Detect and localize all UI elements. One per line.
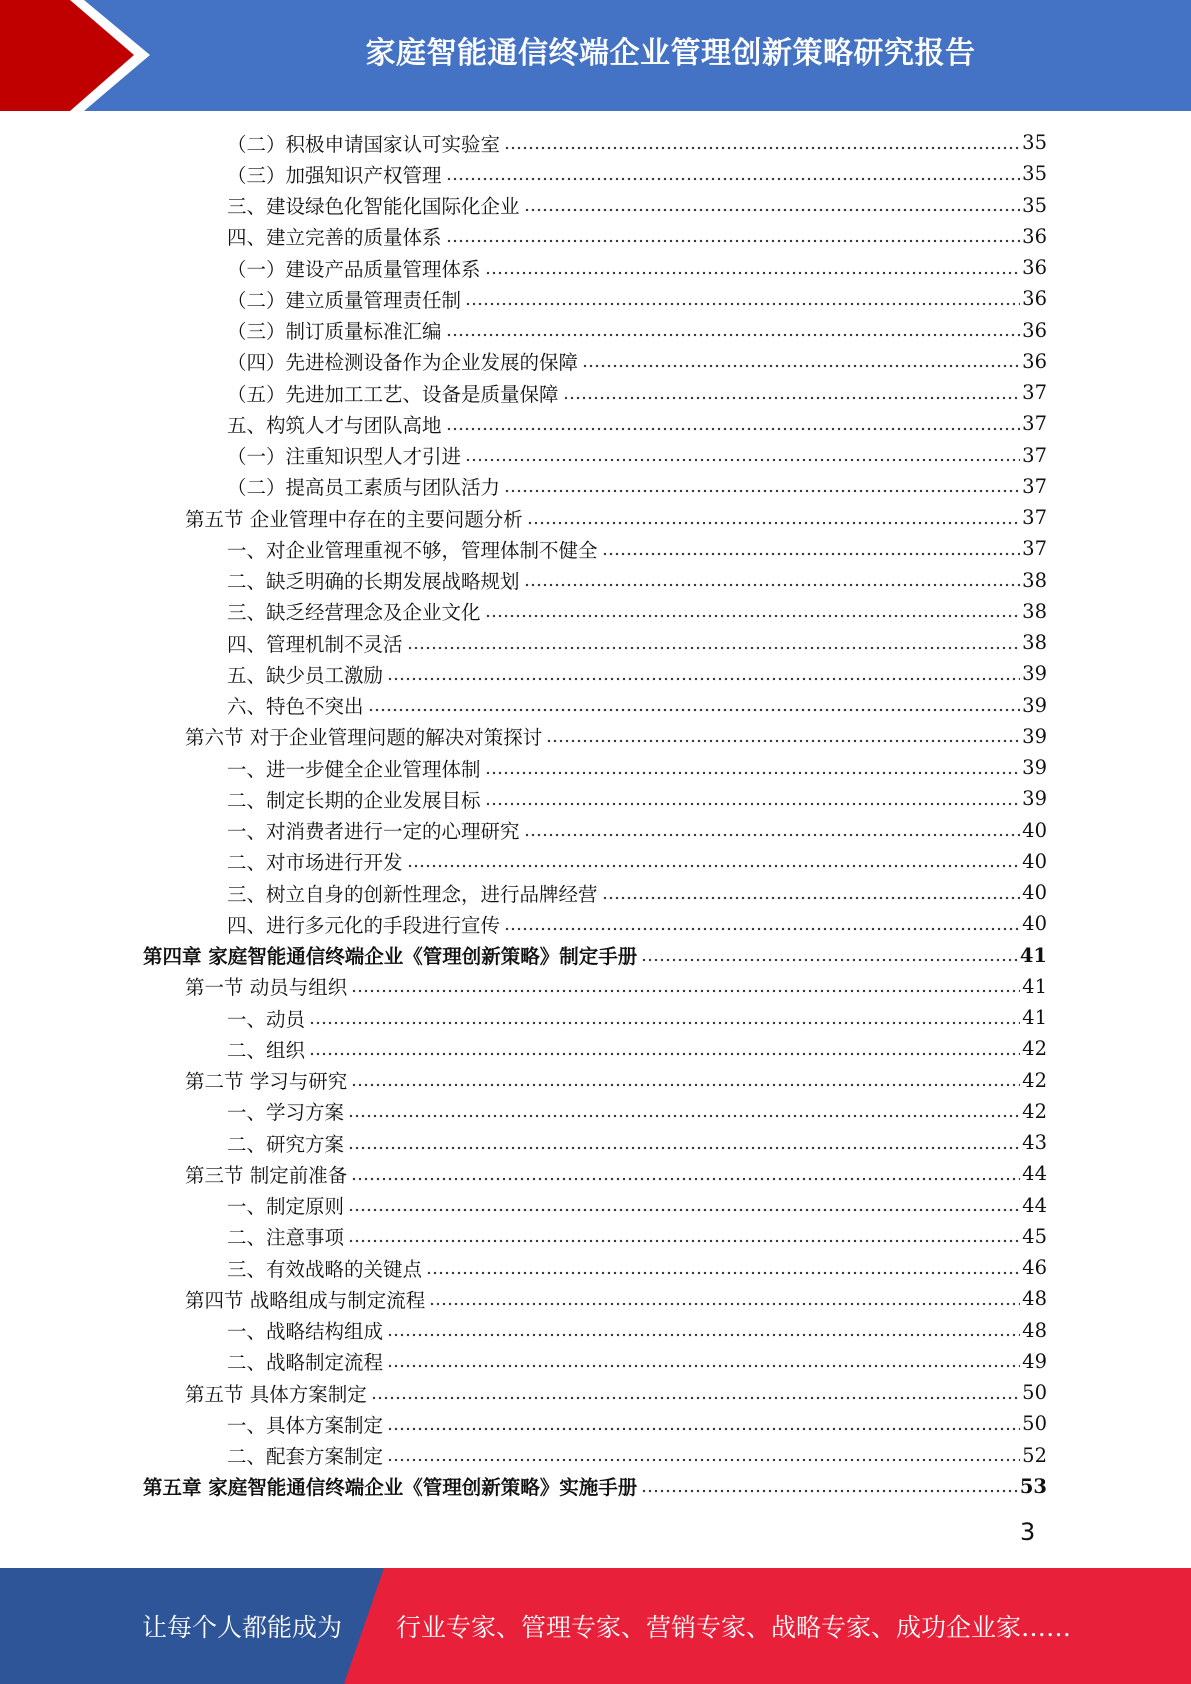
toc-entry-page: 37 bbox=[1022, 381, 1047, 405]
toc-entry-page: 48 bbox=[1022, 1287, 1047, 1311]
toc-entry-page: 36 bbox=[1022, 256, 1047, 280]
toc-entry[interactable] bbox=[0, 1283, 1191, 1314]
toc-entry-label: 第四节 战略组成与制定流程 bbox=[185, 1288, 426, 1312]
toc-entry-page: 50 bbox=[1022, 1381, 1047, 1405]
toc-entry-page: 35 bbox=[1022, 162, 1047, 186]
toc-entry-label: （二）提高员工素质与团队活力 bbox=[227, 476, 501, 500]
toc-entry-page: 39 bbox=[1022, 756, 1047, 780]
toc-entry-label: 三、缺乏经营理念及企业文化 bbox=[227, 601, 481, 625]
toc-entry-label: 三、树立自身的创新性理念，进行品牌经营 bbox=[227, 882, 598, 906]
toc-dot-leader bbox=[485, 801, 1021, 807]
toc-entry[interactable] bbox=[0, 283, 1191, 314]
toc-dot-leader bbox=[351, 1082, 1020, 1088]
toc-entry[interactable] bbox=[0, 1033, 1191, 1064]
toc-entry-page: 42 bbox=[1022, 1068, 1047, 1092]
toc-entry-label: 二、配套方案制定 bbox=[227, 1445, 384, 1469]
toc-entry-page: 45 bbox=[1022, 1224, 1047, 1248]
toc-dot-leader bbox=[351, 988, 1020, 994]
toc-dot-leader bbox=[348, 1238, 1020, 1244]
toc-dot-leader bbox=[387, 1426, 1020, 1432]
toc-entry-page: 37 bbox=[1022, 474, 1047, 498]
toc-entry-label: 二、对市场进行开发 bbox=[227, 851, 403, 875]
toc-entry-label: 一、对企业管理重视不够，管理体制不健全 bbox=[227, 538, 598, 562]
toc-dot-leader bbox=[309, 1020, 1020, 1026]
toc-dot-leader bbox=[387, 676, 1020, 682]
toc-entry-page: 43 bbox=[1022, 1131, 1047, 1155]
toc-entry[interactable] bbox=[0, 190, 1191, 221]
toc-entry[interactable] bbox=[0, 315, 1191, 346]
toc-entry-label: 二、注意事项 bbox=[227, 1226, 345, 1250]
toc-entry[interactable] bbox=[0, 877, 1191, 908]
toc-entry[interactable] bbox=[0, 127, 1191, 158]
toc-entry[interactable] bbox=[0, 346, 1191, 377]
footer-slogan-left: 让每个人都能成为 bbox=[142, 1613, 343, 1642]
toc-entry[interactable] bbox=[0, 783, 1191, 814]
toc-entry[interactable] bbox=[0, 471, 1191, 502]
toc-dot-leader bbox=[504, 926, 1020, 932]
toc-entry-page: 42 bbox=[1022, 1037, 1047, 1061]
toc-entry-label: （三）加强知识产权管理 bbox=[227, 163, 442, 187]
toc-dot-leader bbox=[387, 1457, 1020, 1463]
table-of-contents bbox=[0, 127, 1191, 1502]
toc-dot-leader bbox=[546, 738, 1020, 744]
toc-dot-leader bbox=[446, 238, 1021, 244]
toc-entry-page: 35 bbox=[1022, 131, 1047, 155]
toc-entry[interactable] bbox=[0, 1158, 1191, 1189]
toc-entry[interactable] bbox=[0, 440, 1191, 471]
toc-entry-label: 第五节 企业管理中存在的主要问题分析 bbox=[185, 507, 523, 531]
toc-entry-page: 37 bbox=[1022, 537, 1047, 561]
toc-entry-label: 一、战略结构组成 bbox=[227, 1320, 384, 1344]
toc-entry-page: 39 bbox=[1022, 693, 1047, 717]
toc-entry[interactable] bbox=[0, 252, 1191, 283]
toc-entry-label: 五、构筑人才与团队高地 bbox=[227, 413, 442, 437]
toc-entry[interactable] bbox=[0, 533, 1191, 564]
toc-entry-page: 35 bbox=[1022, 193, 1047, 217]
toc-entry-label: 第三节 制定前准备 bbox=[185, 1163, 348, 1187]
toc-entry-label: （一）建设产品质量管理体系 bbox=[227, 257, 481, 281]
page-header-band bbox=[0, 0, 1191, 111]
toc-entry-page: 48 bbox=[1022, 1318, 1047, 1342]
toc-entry-page: 39 bbox=[1022, 724, 1047, 748]
toc-entry[interactable] bbox=[0, 627, 1191, 658]
toc-entry[interactable] bbox=[0, 408, 1191, 439]
toc-entry-page: 44 bbox=[1022, 1193, 1047, 1217]
toc-entry[interactable] bbox=[0, 1127, 1191, 1158]
toc-dot-leader bbox=[407, 645, 1021, 651]
document-title: 家庭智能通信终端企业管理创新策略研究报告 bbox=[365, 36, 976, 71]
toc-entry[interactable] bbox=[0, 1315, 1191, 1346]
toc-entry-label: 一、对消费者进行一定的心理研究 bbox=[227, 820, 520, 844]
toc-entry-page: 37 bbox=[1022, 412, 1047, 436]
toc-dot-leader bbox=[527, 520, 1020, 526]
toc-entry-label: 二、制定长期的企业发展目标 bbox=[227, 788, 481, 812]
toc-entry[interactable] bbox=[0, 721, 1191, 752]
toc-dot-leader bbox=[351, 1176, 1020, 1182]
toc-entry-label: 第四章 家庭智能通信终端企业《管理创新策略》制定手册 bbox=[143, 945, 638, 969]
toc-entry-label: 一、具体方案制定 bbox=[227, 1413, 384, 1437]
toc-entry[interactable] bbox=[0, 377, 1191, 408]
page-footer-band bbox=[0, 1568, 1191, 1684]
toc-entry[interactable] bbox=[0, 1471, 1191, 1502]
toc-entry[interactable] bbox=[0, 658, 1191, 689]
toc-entry[interactable] bbox=[0, 940, 1191, 971]
toc-dot-leader bbox=[465, 457, 1020, 463]
toc-dot-leader bbox=[485, 613, 1021, 619]
toc-entry-label: 二、研究方案 bbox=[227, 1132, 345, 1156]
toc-entry-label: （五）先进加工工艺、设备是质量保障 bbox=[227, 382, 559, 406]
toc-dot-leader bbox=[504, 145, 1020, 151]
toc-entry[interactable] bbox=[0, 1252, 1191, 1283]
toc-entry[interactable] bbox=[0, 752, 1191, 783]
toc-dot-leader bbox=[368, 707, 1021, 713]
toc-dot-leader bbox=[387, 1363, 1020, 1369]
toc-entry-label: 三、有效战略的关键点 bbox=[227, 1257, 423, 1281]
toc-dot-leader bbox=[446, 426, 1021, 432]
toc-dot-leader bbox=[602, 895, 1021, 901]
toc-dot-leader bbox=[641, 957, 1018, 963]
toc-dot-leader bbox=[524, 582, 1021, 588]
toc-dot-leader bbox=[387, 1332, 1020, 1338]
toc-entry-label: 二、缺乏明确的长期发展战略规划 bbox=[227, 570, 520, 594]
toc-entry-page: 37 bbox=[1022, 443, 1047, 467]
toc-entry-page: 38 bbox=[1022, 631, 1047, 655]
toc-entry-label: 第六节 对于企业管理问题的解决对策探讨 bbox=[185, 726, 543, 750]
toc-entry-page: 37 bbox=[1022, 506, 1047, 530]
toc-entry-page: 36 bbox=[1022, 318, 1047, 342]
toc-dot-leader bbox=[348, 1207, 1020, 1213]
toc-entry-label: 二、战略制定流程 bbox=[227, 1351, 384, 1375]
toc-dot-leader bbox=[563, 395, 1021, 401]
toc-dot-leader bbox=[524, 832, 1021, 838]
toc-entry-label: 一、进一步健全企业管理体制 bbox=[227, 757, 481, 781]
toc-entry-label: 四、进行多元化的手段进行宣传 bbox=[227, 913, 501, 937]
toc-entry[interactable] bbox=[0, 846, 1191, 877]
toc-entry[interactable] bbox=[0, 1408, 1191, 1439]
toc-entry-label: （四）先进检测设备作为企业发展的保障 bbox=[227, 351, 579, 375]
toc-entry-label: 二、组织 bbox=[227, 1038, 306, 1062]
toc-dot-leader bbox=[465, 301, 1020, 307]
toc-entry-page: 49 bbox=[1022, 1349, 1047, 1373]
toc-entry-page: 39 bbox=[1022, 662, 1047, 686]
toc-entry-page: 46 bbox=[1022, 1256, 1047, 1280]
toc-entry-label: 六、特色不突出 bbox=[227, 695, 364, 719]
toc-entry-label: 一、动员 bbox=[227, 1007, 306, 1031]
toc-entry-label: 四、建立完善的质量体系 bbox=[227, 226, 442, 250]
toc-dot-leader bbox=[504, 488, 1020, 494]
toc-dot-leader bbox=[602, 551, 1021, 557]
toc-entry[interactable] bbox=[0, 1440, 1191, 1471]
toc-dot-leader bbox=[446, 332, 1021, 338]
toc-entry-page: 36 bbox=[1022, 349, 1047, 373]
toc-entry-page: 40 bbox=[1022, 881, 1047, 905]
toc-dot-leader bbox=[641, 1488, 1018, 1494]
toc-dot-leader bbox=[485, 770, 1021, 776]
toc-entry-label: （二）积极申请国家认可实验室 bbox=[227, 132, 501, 156]
toc-entry[interactable] bbox=[0, 971, 1191, 1002]
toc-entry-label: 第五章 家庭智能通信终端企业《管理创新策略》实施手册 bbox=[143, 1476, 638, 1500]
toc-entry[interactable] bbox=[0, 565, 1191, 596]
toc-entry-label: 三、建设绿色化智能化国际化企业 bbox=[227, 195, 520, 219]
toc-entry-page: 39 bbox=[1022, 787, 1047, 811]
toc-dot-leader bbox=[348, 1113, 1020, 1119]
toc-entry[interactable] bbox=[0, 1221, 1191, 1252]
toc-entry-label: （二）建立质量管理责任制 bbox=[227, 288, 462, 312]
toc-entry-page: 53 bbox=[1019, 1474, 1047, 1498]
toc-entry-page: 38 bbox=[1022, 568, 1047, 592]
toc-entry[interactable] bbox=[0, 1190, 1191, 1221]
toc-entry-label: 一、制定原则 bbox=[227, 1195, 345, 1219]
toc-dot-leader bbox=[524, 207, 1021, 213]
toc-dot-leader bbox=[582, 363, 1020, 369]
toc-entry-label: 第二节 学习与研究 bbox=[185, 1070, 348, 1094]
toc-entry-page: 40 bbox=[1022, 912, 1047, 936]
toc-entry-label: 五、缺少员工激励 bbox=[227, 663, 384, 687]
toc-entry-page: 42 bbox=[1022, 1099, 1047, 1123]
toc-dot-leader bbox=[348, 1145, 1020, 1151]
toc-entry[interactable] bbox=[0, 1377, 1191, 1408]
toc-entry[interactable] bbox=[0, 815, 1191, 846]
toc-dot-leader bbox=[371, 1395, 1020, 1401]
toc-entry[interactable] bbox=[0, 502, 1191, 533]
page-number: 3 bbox=[1020, 1518, 1036, 1546]
toc-entry-page: 52 bbox=[1022, 1443, 1047, 1467]
toc-entry-page: 40 bbox=[1022, 818, 1047, 842]
toc-entry[interactable] bbox=[0, 1096, 1191, 1127]
toc-entry[interactable] bbox=[0, 1002, 1191, 1033]
toc-entry[interactable] bbox=[0, 908, 1191, 939]
toc-entry-label: 四、管理机制不灵活 bbox=[227, 632, 403, 656]
toc-dot-leader bbox=[446, 176, 1021, 182]
toc-entry[interactable] bbox=[0, 1346, 1191, 1377]
toc-entry-page: 50 bbox=[1022, 1412, 1047, 1436]
toc-dot-leader bbox=[426, 1270, 1020, 1276]
toc-entry-page: 36 bbox=[1022, 287, 1047, 311]
toc-entry[interactable] bbox=[0, 1065, 1191, 1096]
header-arrow-decoration bbox=[0, 0, 150, 111]
toc-entry-label: 第一节 动员与组织 bbox=[185, 976, 348, 1000]
toc-entry-label: （三）制订质量标准汇编 bbox=[227, 320, 442, 344]
footer-slogan-right: 行业专家、管理专家、营销专家、战略专家、成功企业家…… bbox=[396, 1613, 1072, 1642]
toc-entry-label: （一）注重知识型人才引进 bbox=[227, 445, 462, 469]
toc-dot-leader bbox=[485, 270, 1021, 276]
toc-dot-leader bbox=[309, 1051, 1020, 1057]
toc-entry-label: 一、学习方案 bbox=[227, 1101, 345, 1125]
toc-entry[interactable] bbox=[0, 596, 1191, 627]
toc-entry[interactable] bbox=[0, 221, 1191, 252]
toc-entry-page: 41 bbox=[1022, 1006, 1047, 1030]
toc-entry-page: 41 bbox=[1022, 974, 1047, 998]
toc-entry[interactable] bbox=[0, 158, 1191, 189]
toc-entry-page: 38 bbox=[1022, 599, 1047, 623]
toc-dot-leader bbox=[429, 1301, 1020, 1307]
toc-entry-page: 44 bbox=[1022, 1162, 1047, 1186]
toc-entry-page: 40 bbox=[1022, 849, 1047, 873]
toc-entry[interactable] bbox=[0, 690, 1191, 721]
toc-entry-label: 第五节 具体方案制定 bbox=[185, 1382, 367, 1406]
toc-entry-page: 36 bbox=[1022, 224, 1047, 248]
toc-dot-leader bbox=[407, 863, 1021, 869]
toc-entry-page: 41 bbox=[1019, 943, 1047, 967]
